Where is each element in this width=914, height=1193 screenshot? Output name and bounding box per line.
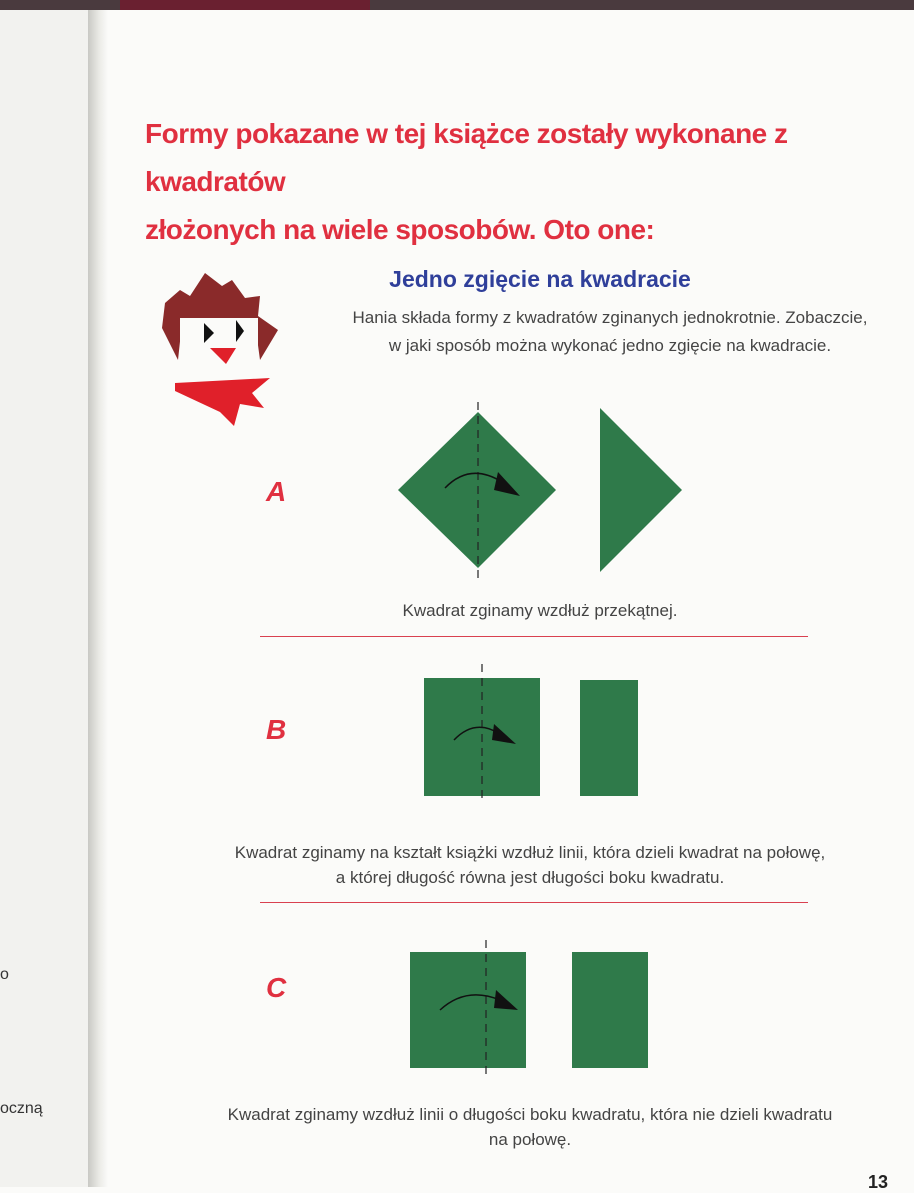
- divider-rule: [260, 636, 808, 637]
- example-letter-a: A: [266, 476, 287, 507]
- caption-a: [260, 598, 820, 623]
- section-title: Jedno zgięcie na kwadracie: [389, 266, 691, 292]
- example-letter-b: B: [266, 714, 287, 745]
- caption-a-line-1: Kwadrat zginamy wzdłuż przekątnej.: [402, 601, 678, 620]
- intro-line-2: w jaki sposób można wykonać jedno zgięcie na kwadracie.: [388, 336, 832, 355]
- caption-b-line-1: Kwadrat zginamy na kształt książki wzdłuż linii, która dzieli kwadrat na połowę,: [234, 843, 826, 862]
- diagram-c-folded-square: [404, 938, 664, 1082]
- intro-line-1: Hania składa formy z kwadratów zginanych jednokrotnie. Zobaczcie,: [352, 308, 868, 327]
- section-intro: [310, 304, 910, 360]
- left-page-fragment: oczną: [0, 1100, 43, 1117]
- caption-b: [180, 840, 880, 890]
- caption-c-line-2: na połowę.: [488, 1130, 572, 1149]
- example-letter-c: C: [266, 972, 287, 1003]
- top-edge-strip: [0, 0, 914, 10]
- page-number: 13: [868, 1172, 889, 1192]
- left-page-fragment: o: [0, 966, 9, 983]
- green-square: [410, 952, 526, 1068]
- folded-rectangle: [572, 952, 648, 1068]
- page-heading: [145, 110, 865, 254]
- left-page-edge: [0, 10, 91, 1187]
- caption-c-line-1: Kwadrat zginamy wzdłuż linii o długości boku kwadratu, która nie dzieli kwadratu: [227, 1105, 833, 1124]
- folded-triangle: [600, 408, 682, 572]
- book-gutter: [88, 10, 108, 1187]
- folded-rectangle: [580, 680, 638, 796]
- heading-line-1: Formy pokazane w tej książce zostały wykonane z kwadratów: [145, 118, 788, 197]
- origami-face-illustration: [160, 268, 280, 428]
- diagram-a-folded-square: [390, 400, 690, 580]
- diamond-square: [398, 412, 556, 568]
- divider-rule: [260, 902, 808, 903]
- face-shape: [180, 318, 258, 373]
- diagram-b-folded-square: [420, 662, 650, 806]
- collar-shape: [175, 378, 270, 426]
- heading-line-2: złożonych na wiele sposobów. Oto one:: [145, 214, 655, 245]
- caption-c: [180, 1102, 880, 1152]
- caption-b-line-2: a której długość równa jest długości boku kwadratu.: [335, 868, 725, 887]
